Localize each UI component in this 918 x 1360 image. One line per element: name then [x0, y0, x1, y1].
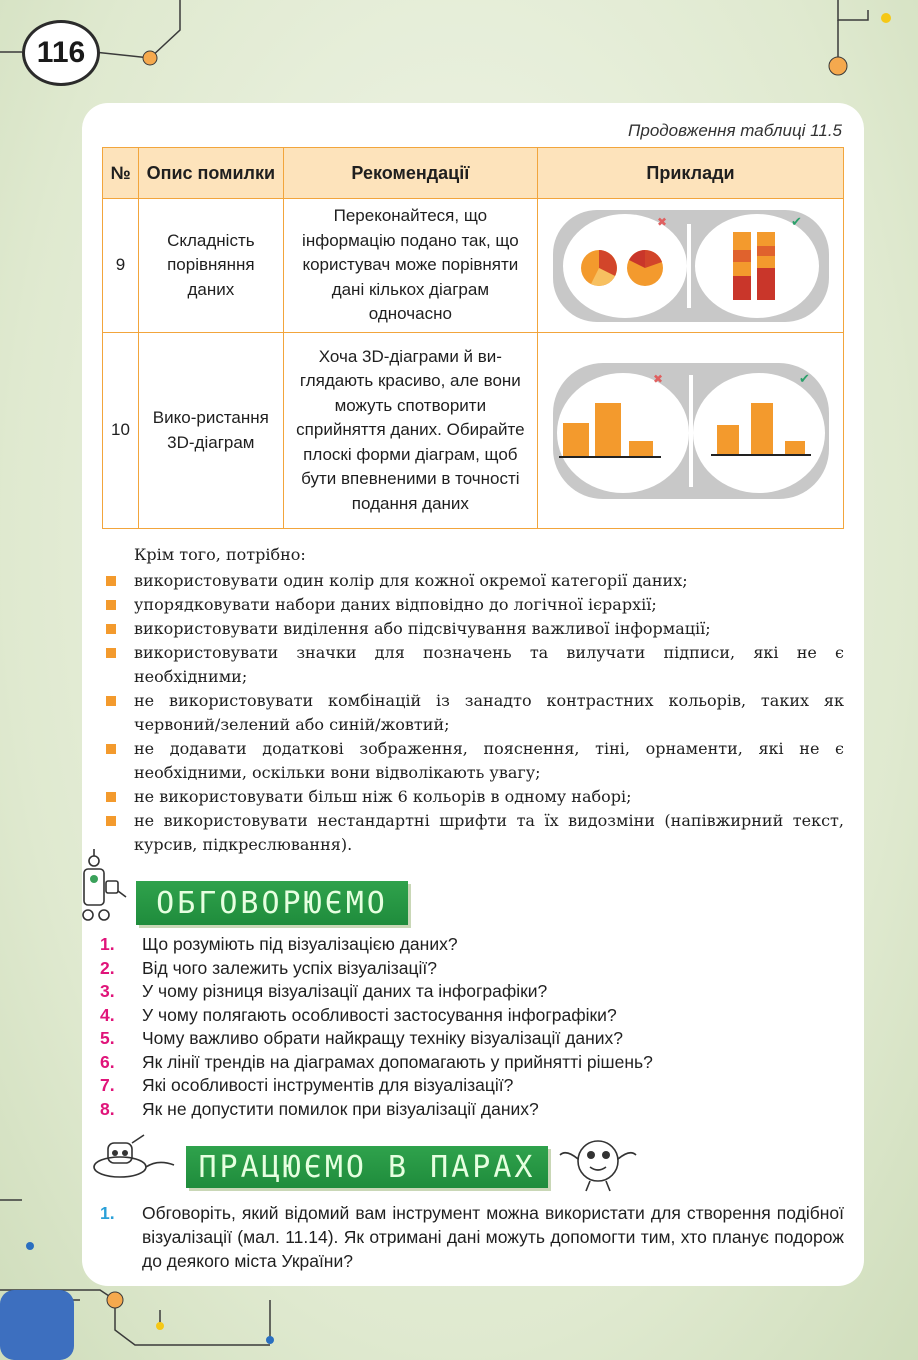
list-item: [100, 1098, 653, 1122]
robot-icon: [88, 1133, 180, 1185]
task-text: Обговоріть, який відомий вам інструмент можна використати для створення подібної візуалізації (мал. 11.14). Як отримані дані можуть допомогти тим, хто планує подорож до деякого міста України?: [142, 1203, 844, 1271]
square-bullet-icon: [106, 816, 116, 826]
square-bullet-icon: [106, 744, 116, 754]
pairs-section-title: ПРАЦЮЄМО В ПАРАХ: [186, 1146, 548, 1188]
recommendations-table: [102, 147, 844, 529]
row-number: 10: [103, 333, 139, 529]
list-item: [100, 1051, 653, 1075]
question-text: Чому важливо обрати найкращу техніку візуалізації даних?: [142, 1028, 624, 1048]
list-item: [100, 1201, 844, 1273]
square-bullet-icon: [106, 648, 116, 658]
rule-text: упорядковувати набори даних відповідно до логічної ієрархії;: [134, 595, 657, 614]
col-recommendation-header: Рекомендації: [283, 148, 537, 199]
question-text: Як не допустити помилок при візуалізації даних?: [142, 1098, 539, 1119]
list-item: [100, 1004, 653, 1028]
square-bullet-icon: [106, 792, 116, 802]
question-text: Як лінії трендів на діаграмах допомагають у прийнятті рішень?: [142, 1051, 653, 1072]
discuss-section-title: ОБГОВОРЮЄМО: [136, 881, 408, 925]
table-row: [103, 199, 844, 333]
page-content: [82, 103, 864, 1286]
list-item: [100, 980, 653, 1004]
list-item: [100, 933, 653, 957]
list-item: [104, 785, 844, 809]
rule-text: використовувати один колір для кожної окремої категорії даних;: [134, 571, 688, 590]
error-description: Вико-ристання 3D-діаграм: [138, 333, 283, 529]
question-number: 8.: [100, 1098, 115, 1119]
square-bullet-icon: [106, 600, 116, 610]
col-examples-header: Приклади: [538, 148, 844, 199]
discussion-questions: [100, 933, 653, 1121]
question-number: 1.: [100, 934, 115, 954]
question-text: Від чого залежить успіх візуалізації?: [142, 957, 437, 978]
row-number: 9: [103, 199, 139, 333]
square-bullet-icon: [106, 624, 116, 634]
recommendation-text: Хоча 3D-діаграми й ви-глядають красиво, але вони можуть спотворити сприйняття даних. Обирайте плоскі форми діаграм, щоб бути впевненими в точності подання даних: [283, 333, 537, 529]
list-item: [100, 1027, 653, 1051]
col-error-header: Опис помилки: [138, 148, 283, 199]
rule-text: використовувати значки для позначень та вилучати підписи, які не є необхідними;: [134, 643, 844, 686]
cross-icon: ✖: [656, 214, 667, 229]
list-item: [104, 641, 844, 689]
rule-text: використовувати виділення або підсвічування важливої інформації;: [134, 619, 711, 638]
list-item: [104, 689, 844, 737]
list-item: [104, 617, 844, 641]
question-number: 6.: [100, 1051, 115, 1072]
cross-icon: ✖: [652, 371, 663, 386]
question-text: У чому різниця візуалізації даних та інфографіки?: [142, 981, 548, 1001]
rules-intro: Крім того, потрібно:: [134, 545, 306, 564]
rules-list: [104, 569, 844, 857]
3d-vs-flat-example-illustration: [553, 361, 829, 501]
question-text: Які особливості інструментів для візуалізації?: [142, 1075, 514, 1095]
question-text: У чому полягають особливості застосування інфографіки?: [142, 1004, 617, 1025]
monster-icon: [556, 1131, 640, 1193]
list-item: [104, 569, 844, 593]
question-number: 5.: [100, 1028, 115, 1048]
rule-text: не додавати додаткові зображення, пояснення, тіні, орнаменти, які не є необхідними, оскільки вони відволікають увагу;: [134, 739, 844, 782]
question-number: 4.: [100, 1004, 115, 1025]
col-number-header: №: [103, 148, 139, 199]
square-bullet-icon: [106, 696, 116, 706]
list-item: [104, 809, 844, 857]
task-number: 1.: [100, 1203, 115, 1223]
question-text: Що розуміють під візуалізацією даних?: [142, 934, 458, 954]
error-description: Складність порівняння даних: [138, 199, 283, 333]
table-row: [103, 333, 844, 529]
rule-text: не використовувати комбінацій із занадто контрастних кольорів, таких як червоний/зелений або синій/жовтий;: [134, 691, 844, 734]
table-caption: Продовження таблиці 11.5: [628, 121, 842, 140]
list-item: [100, 1074, 653, 1098]
list-item: [100, 957, 653, 981]
check-icon: ✔: [798, 371, 810, 387]
example-image: [538, 333, 844, 529]
robot-icon: [76, 847, 128, 927]
recommendation-text: Переконайтеся, що інформацію подано так, що користувач може порівняти дані кількох діаграм одночасно: [283, 199, 537, 333]
page-number: 116: [22, 20, 100, 86]
list-item: [104, 737, 844, 785]
table-header-row: [103, 148, 844, 199]
question-number: 7.: [100, 1075, 115, 1095]
check-icon: ✔: [790, 214, 802, 230]
rule-text: не використовувати нестандартні шрифти та їх видозміни (напівжирний текст, курсив, підкреслювання).: [134, 811, 844, 854]
question-number: 2.: [100, 957, 115, 978]
list-item: [104, 593, 844, 617]
rule-text: не використовувати більш ніж 6 кольорів в одному наборі;: [134, 787, 632, 806]
example-image: [538, 199, 844, 333]
square-bullet-icon: [106, 576, 116, 586]
question-number: 3.: [100, 981, 115, 1001]
comparison-example-illustration: [553, 206, 829, 326]
pair-tasks: [100, 1201, 844, 1273]
